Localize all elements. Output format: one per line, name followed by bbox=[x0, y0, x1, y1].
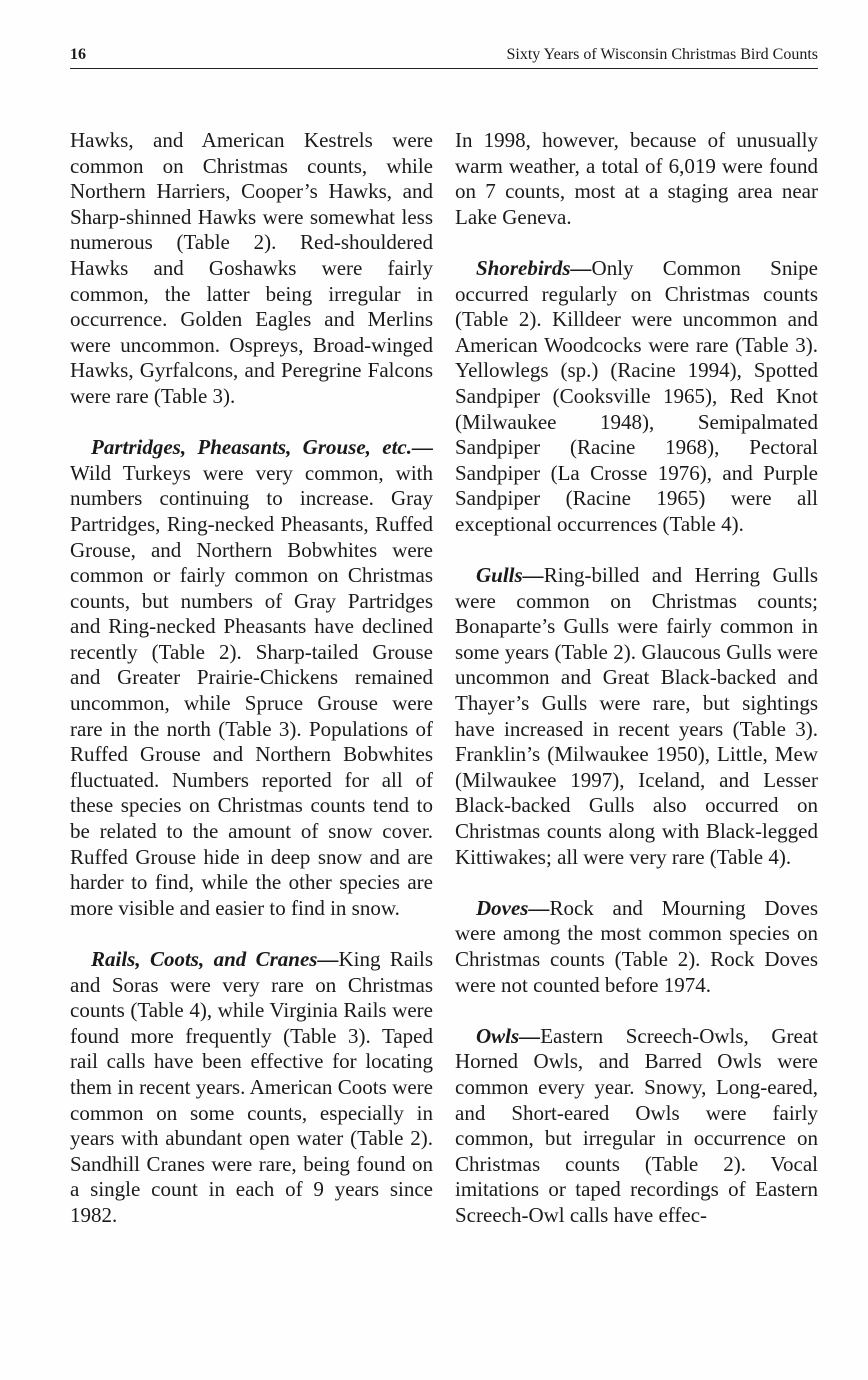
paragraph-text: Hawks, and American Kestrels were common on Christmas counts, while Northern Harriers, Cooper’s Hawks, and Sharp-shinned Hawks were somewhat less numerous (Table 2). Red-shouldered Hawks and Goshawks were fairly common, the latter being irregular in occurrence. Golden Eagles and Merlins were uncommon. Ospreys, Broad-winged Hawks, Gyrfalcons, and Peregrine Falcons were rare (Table 3). bbox=[70, 128, 433, 408]
right-column bbox=[455, 128, 818, 1229]
section-heading-shorebirds: Shorebirds— bbox=[476, 255, 592, 280]
paragraph-text: Ring-billed and Herring Gulls were common on Christmas counts; Bonaparte’s Gulls were fairly common in some years (Table 2). Glaucous Gulls were uncommon and Great Black-backed and Thayer’s Gulls were rare, but sightings have increased in recent years (Table 3). Franklin’s (Milwaukee 1950), Little, Mew (Milwaukee 1997), Iceland, and Lesser Black-backed Gulls also occurred on Christmas counts along with Black-legged Kittiwakes; all were very rare (Table 4). bbox=[455, 563, 818, 869]
paragraph-gulls bbox=[455, 563, 818, 870]
paragraph-cranes-continued bbox=[455, 128, 818, 230]
running-title: Sixty Years of Wisconsin Christmas Bird Counts bbox=[506, 46, 818, 63]
page-number: 16 bbox=[70, 46, 86, 63]
paragraph-text: King Rails and Soras were very rare on Christmas counts (Table 4), while Virginia Rails were found more frequently (Table 3). Taped rail calls have been effective for locating them in recent years. American Coots were common on some counts, especially in years with abundant open water (Table 2). Sandhill Cranes were rare, being found on a single count in each of 9 years since 1982. bbox=[70, 947, 433, 1227]
paragraph-doves bbox=[455, 896, 818, 998]
section-heading-doves: Doves— bbox=[476, 895, 550, 920]
section-heading-owls: Owls— bbox=[476, 1023, 541, 1048]
paragraph-text: Only Common Snipe occurred regularly on Christmas counts (Table 2). Killdeer were uncommon and American Woodcocks were rare (Table 3). Yellowlegs (sp.) (Racine 1994), Spotted Sandpiper (Cooksville 1965), Red Knot (Milwaukee 1948), Semipalmated Sandpiper (Racine 1968), Pectoral Sandpiper (La Crosse 1976), and Purple Sandpiper (Racine 1965) were all exceptional occurrences (Table 4). bbox=[455, 255, 818, 536]
paragraph-partridges bbox=[70, 435, 433, 921]
paragraph-owls bbox=[455, 1024, 818, 1229]
paragraph-text: Rock and Mourning Doves were among the most common species on Christmas counts (Table 2). Rock Doves were not counted before 1974. bbox=[455, 895, 818, 997]
section-heading-partridges: Partridges, Pheasants, Grouse, etc.— bbox=[91, 435, 433, 460]
paragraph-text: Eastern Screech-Owls, Great Horned Owls, and Barred Owls were common every year. Snowy, Long-eared, and Short-eared Owls were fairly common, but irregular in occurrence on Christmas counts (Table 2). Vocal imitations or taped recordings of Eastern Screech-Owl calls have effec- bbox=[455, 1023, 818, 1227]
paragraph-text: Wild Turkeys were very common, with numbers continuing to increase. Gray Partridges, Ring-necked Pheasants, Ruffed Grouse, and Northern Bobwhites were common or fairly common on Christmas counts, but numbers of Gray Partridges and Ring-necked Pheasants have declined recently (Table 2). Sharp-tailed Grouse and Greater Prairie-Chickens remained uncommon, while Spruce Grouse were rare in the north (Table 3). Populations of Ruffed Grouse and Northern Bobwhites fluctuated. Numbers reported for all of these species on Christmas counts tend to be related to the amount of snow cover. Ruffed Grouse hide in deep snow and are harder to find, while the other species are more visible and easier to find in snow. bbox=[70, 460, 433, 920]
paragraph-shorebirds bbox=[455, 256, 818, 538]
left-column bbox=[70, 128, 433, 1229]
paragraph-hawks-continued bbox=[70, 128, 433, 410]
section-heading-rails: Rails, Coots, and Cranes— bbox=[91, 947, 339, 971]
paragraph-rails bbox=[70, 947, 433, 1229]
paragraph-text: In 1998, however, because of unusually warm weather, a total of 6,019 were found on 7 counts, most at a staging area near Lake Geneva. bbox=[455, 128, 818, 229]
running-header bbox=[70, 44, 818, 69]
section-heading-gulls: Gulls— bbox=[476, 563, 544, 588]
